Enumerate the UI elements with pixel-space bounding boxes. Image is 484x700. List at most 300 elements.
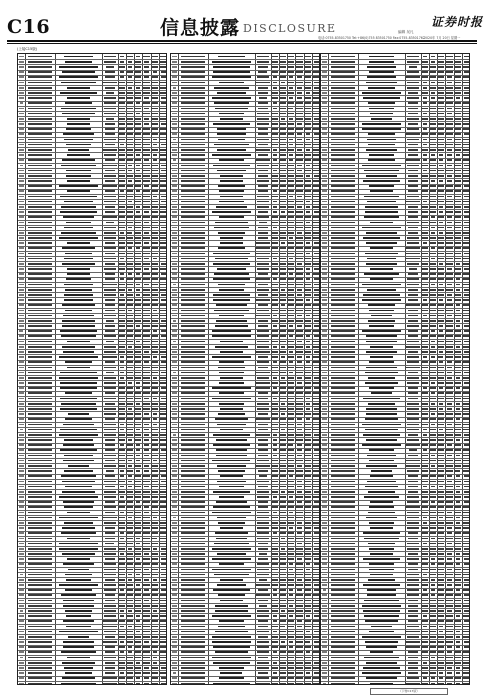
table-cell — [313, 227, 319, 229]
table-cell — [288, 667, 294, 669]
table-row-line — [18, 209, 166, 210]
table-cell — [104, 232, 116, 234]
table-cell — [272, 180, 278, 182]
table-cell — [438, 481, 445, 483]
table-cell — [455, 273, 461, 275]
table-cell — [105, 501, 115, 503]
table-cell — [422, 92, 427, 94]
table-cell — [105, 128, 115, 130]
table-row-line — [171, 240, 319, 241]
table-cell — [280, 662, 286, 664]
table-cell — [28, 139, 51, 141]
table-cell — [106, 320, 115, 322]
table-cell — [143, 672, 150, 674]
table-cell — [464, 325, 470, 327]
table-cell — [119, 657, 124, 659]
table-cell — [61, 594, 96, 596]
table-cell — [172, 377, 176, 379]
table-row-line — [18, 401, 166, 402]
table-cell — [288, 418, 294, 420]
table-cell — [172, 211, 177, 213]
table-cell — [272, 569, 278, 571]
table-cell — [104, 227, 117, 229]
table-cell — [272, 465, 279, 467]
table-cell — [371, 315, 392, 317]
table-cell — [28, 133, 51, 135]
table-row-line — [171, 209, 319, 210]
table-cell — [103, 356, 116, 358]
table-cell — [66, 144, 90, 146]
table-cell — [430, 133, 436, 135]
table-cell — [59, 584, 97, 586]
table-cell — [19, 206, 24, 208]
table-cell — [257, 361, 270, 363]
table-cell — [313, 346, 320, 348]
table-cell — [272, 341, 278, 343]
table-cell — [259, 97, 268, 99]
table-cell — [135, 97, 142, 99]
table-row-line — [171, 531, 319, 532]
table-cell — [257, 139, 268, 141]
table-cell — [61, 532, 96, 534]
table-cell — [143, 237, 149, 239]
table-cell — [28, 636, 51, 638]
table-cell — [365, 620, 398, 622]
table-cell — [181, 377, 204, 379]
table-row-line — [321, 375, 469, 376]
table-cell — [280, 636, 287, 638]
table-cell — [464, 222, 470, 224]
table-cell — [152, 216, 158, 218]
table-cell — [173, 139, 177, 141]
table-cell — [152, 646, 159, 648]
table-cell — [127, 330, 134, 332]
table-cell — [181, 615, 204, 617]
table-cell — [296, 413, 303, 415]
table-cell — [143, 543, 149, 545]
table-cell — [288, 180, 295, 182]
table-cell — [219, 486, 244, 488]
table-cell — [135, 424, 141, 426]
table-cell — [430, 139, 437, 141]
table-cell — [438, 175, 444, 177]
table-cell — [314, 589, 319, 591]
table-cell — [430, 87, 436, 89]
table-cell — [181, 434, 204, 436]
table-cell — [439, 408, 444, 410]
table-cell — [438, 315, 444, 317]
table-cell — [423, 242, 427, 244]
table-cell — [104, 382, 117, 384]
table-cell — [296, 470, 302, 472]
table-cell — [28, 253, 51, 255]
table-row-line — [321, 318, 469, 319]
table-cell — [258, 128, 268, 130]
table-cell — [438, 465, 444, 467]
table-cell — [363, 237, 400, 239]
table-cell — [331, 506, 354, 508]
table-cell — [59, 543, 98, 545]
table-cell — [135, 351, 141, 353]
table-cell — [288, 170, 294, 172]
table-cell — [120, 672, 125, 674]
table-cell — [430, 71, 435, 73]
table-cell — [127, 211, 133, 213]
table-cell — [119, 439, 125, 441]
table-cell — [172, 237, 177, 239]
table-cell — [67, 273, 89, 275]
table-cell — [370, 346, 393, 348]
table-cell — [431, 403, 436, 405]
table-row-line — [18, 608, 166, 609]
table-cell — [463, 465, 469, 467]
table-cell — [447, 268, 452, 270]
table-cell — [61, 651, 95, 653]
table-cell — [331, 444, 354, 446]
table-row-line — [321, 215, 469, 216]
table-cell — [280, 216, 285, 218]
table-cell — [28, 651, 51, 653]
table-cell — [322, 646, 327, 648]
table-cell — [407, 429, 419, 431]
table-cell — [181, 263, 204, 265]
table-row-line — [18, 194, 166, 195]
table-cell — [430, 201, 436, 203]
table-cell — [331, 273, 354, 275]
table-cell — [430, 636, 436, 638]
table-cell — [181, 278, 204, 280]
table-cell — [161, 102, 167, 104]
table-cell — [160, 268, 166, 270]
table-cell — [257, 341, 269, 343]
table-cell — [219, 289, 245, 291]
table-cell — [258, 449, 269, 451]
table-cell — [455, 574, 461, 576]
table-cell — [104, 175, 117, 177]
table-cell — [272, 522, 278, 524]
table-cell — [19, 620, 25, 622]
table-cell — [438, 646, 444, 648]
table-cell — [172, 475, 176, 477]
table-row-line — [171, 297, 319, 298]
table-cell — [322, 367, 326, 369]
table-cell — [464, 61, 470, 63]
table-cell — [19, 196, 25, 198]
table-cell — [212, 335, 251, 337]
table-cell — [103, 677, 116, 679]
table-row-line — [321, 287, 469, 288]
table-row-line — [171, 360, 319, 361]
table-row-line — [18, 520, 166, 521]
table-cell — [331, 361, 354, 363]
table-cell — [296, 335, 303, 337]
table-cell — [105, 403, 115, 405]
table-row-line — [321, 681, 469, 682]
table-cell — [67, 154, 91, 156]
table-cell — [422, 351, 427, 353]
table-cell — [430, 377, 436, 379]
table-row-line — [171, 303, 319, 304]
table-cell — [456, 304, 460, 306]
table-cell — [19, 615, 24, 617]
table-row-line — [321, 101, 469, 102]
table-cell — [314, 548, 320, 550]
table-cell — [430, 325, 436, 327]
table-cell — [28, 247, 51, 249]
table-cell — [216, 538, 247, 540]
table-cell — [371, 626, 392, 628]
table-cell — [136, 584, 141, 586]
table-cell — [135, 418, 142, 420]
table-cell — [430, 66, 437, 68]
table-cell — [408, 569, 418, 571]
table-cell — [160, 486, 167, 488]
table-cell — [289, 594, 293, 596]
table-cell — [288, 532, 294, 534]
table-cell — [313, 553, 320, 555]
table-cell — [152, 76, 158, 78]
table-cell — [366, 646, 397, 648]
table-row-line — [171, 339, 319, 340]
table-row-line — [18, 556, 166, 557]
table-cell — [218, 232, 245, 234]
table-cell — [127, 372, 133, 374]
table-row-line — [171, 567, 319, 568]
table-cell — [463, 413, 470, 415]
table-cell — [28, 377, 51, 379]
table-cell — [272, 367, 277, 369]
table-row-line — [321, 370, 469, 371]
table-cell — [446, 242, 453, 244]
table-row-line — [321, 655, 469, 656]
table-cell — [407, 424, 420, 426]
table-cell — [288, 600, 294, 602]
table-cell — [256, 242, 269, 244]
table-cell — [272, 304, 278, 306]
table-cell — [104, 424, 116, 426]
table-cell — [431, 589, 435, 591]
table-row-line — [171, 313, 319, 314]
table-cell — [305, 144, 312, 146]
table-row-line — [171, 541, 319, 542]
table-cell — [463, 683, 470, 685]
table-cell — [422, 278, 428, 280]
table-cell — [370, 475, 394, 477]
table-cell — [322, 620, 328, 622]
table-cell — [181, 522, 204, 524]
table-cell — [127, 335, 133, 337]
table-cell — [257, 563, 268, 565]
table-cell — [446, 123, 454, 125]
table-cell — [128, 475, 132, 477]
table-cell — [306, 268, 310, 270]
table-cell — [60, 196, 96, 198]
table-row-line — [321, 59, 469, 60]
table-cell — [152, 97, 157, 99]
table-row-line — [171, 406, 319, 407]
table-cell — [172, 175, 176, 177]
table-cell — [463, 605, 469, 607]
table-cell — [120, 496, 125, 498]
table-cell — [28, 424, 51, 426]
table-cell — [314, 558, 320, 560]
table-cell — [152, 185, 157, 187]
table-cell — [119, 315, 124, 317]
table-cell — [313, 424, 320, 426]
table-cell — [322, 605, 326, 607]
table-cell — [272, 320, 278, 322]
table-row-line — [171, 655, 319, 656]
table-cell — [181, 574, 204, 576]
table-cell — [161, 330, 167, 332]
table-cell — [463, 631, 469, 633]
table-cell — [127, 102, 133, 104]
table-cell — [67, 538, 89, 540]
table-row-line — [321, 437, 469, 438]
table-row-line — [321, 173, 469, 174]
table-cell — [288, 651, 294, 653]
table-cell — [422, 294, 428, 296]
table-cell — [273, 154, 278, 156]
table-cell — [296, 56, 303, 58]
table-cell — [297, 232, 303, 234]
table-cell — [305, 61, 310, 63]
table-row-line — [18, 629, 166, 630]
table-cell — [438, 201, 444, 203]
table-row-line — [171, 645, 319, 646]
table-cell — [313, 470, 319, 472]
table-cell — [64, 455, 93, 457]
table-cell — [422, 175, 428, 177]
table-cell — [143, 144, 150, 146]
table-cell — [455, 175, 462, 177]
table-cell — [152, 149, 158, 151]
table-row-line — [18, 375, 166, 376]
table-cell — [119, 351, 125, 353]
table-cell — [331, 589, 354, 591]
table-cell — [314, 631, 319, 633]
table-cell — [446, 392, 453, 394]
table-cell — [438, 584, 444, 586]
table-cell — [365, 486, 397, 488]
table-cell — [152, 247, 158, 249]
table-cell — [172, 247, 178, 249]
table-cell — [172, 201, 178, 203]
table-row-line — [171, 64, 319, 65]
table-cell — [446, 237, 454, 239]
table-cell — [127, 196, 133, 198]
table-cell — [423, 626, 427, 628]
table-cell — [127, 284, 133, 286]
table-cell — [305, 237, 310, 239]
table-cell — [62, 553, 95, 555]
table-cell — [406, 346, 420, 348]
table-cell — [273, 455, 278, 457]
table-cell — [19, 486, 24, 488]
table-cell — [144, 398, 149, 400]
table-cell — [322, 558, 327, 560]
table-cell — [19, 108, 24, 110]
table-cell — [63, 460, 93, 462]
table-cell — [464, 56, 469, 58]
table-cell — [331, 512, 354, 514]
table-cell — [408, 144, 417, 146]
table-cell — [272, 605, 277, 607]
table-row-line — [171, 329, 319, 330]
table-cell — [423, 434, 428, 436]
table-cell — [305, 66, 310, 68]
table-cell — [104, 102, 116, 104]
table-cell — [306, 165, 311, 167]
table-cell — [127, 403, 133, 405]
table-cell — [135, 335, 142, 337]
table-cell — [322, 278, 328, 280]
table-cell — [438, 398, 443, 400]
table-cell — [153, 662, 158, 664]
table-cell — [258, 486, 267, 488]
table-cell — [161, 558, 167, 560]
table-cell — [181, 589, 204, 591]
table-cell — [446, 185, 452, 187]
table-cell — [273, 398, 278, 400]
table-cell — [289, 139, 294, 141]
table-cell — [367, 589, 396, 591]
table-cell — [305, 455, 311, 457]
table-cell — [463, 522, 469, 524]
table-cell — [288, 330, 294, 332]
table-cell — [28, 460, 51, 462]
table-row-line — [18, 225, 166, 226]
table-row-line — [321, 142, 469, 143]
table-cell — [313, 330, 319, 332]
table-cell — [280, 341, 286, 343]
table-cell — [19, 475, 24, 477]
table-cell — [362, 284, 401, 286]
table-cell — [143, 626, 150, 628]
table-cell — [135, 377, 141, 379]
table-cell — [181, 71, 204, 73]
table-cell — [446, 538, 453, 540]
table-cell — [447, 553, 453, 555]
table-cell — [288, 455, 295, 457]
table-row-line — [18, 59, 166, 60]
table-cell — [153, 154, 158, 156]
table-cell — [322, 232, 327, 234]
table-cell — [62, 527, 94, 529]
table-cell — [28, 620, 51, 622]
table-row-line — [171, 634, 319, 635]
table-cell — [370, 501, 394, 503]
table-cell — [28, 538, 51, 540]
table-cell — [455, 185, 462, 187]
table-cell — [407, 418, 419, 420]
table-cell — [19, 470, 24, 472]
table-cell — [119, 506, 125, 508]
table-cell — [314, 491, 320, 493]
table-cell — [331, 76, 354, 78]
table-cell — [331, 538, 354, 540]
table-cell — [256, 351, 269, 353]
table-cell — [272, 610, 278, 612]
table-row-line — [18, 562, 166, 563]
table-cell — [160, 149, 166, 151]
table-cell — [431, 594, 436, 596]
table-cell — [331, 87, 354, 89]
table-cell — [305, 284, 312, 286]
table-cell — [362, 672, 402, 674]
table-cell — [439, 361, 444, 363]
table-cell — [331, 392, 354, 394]
